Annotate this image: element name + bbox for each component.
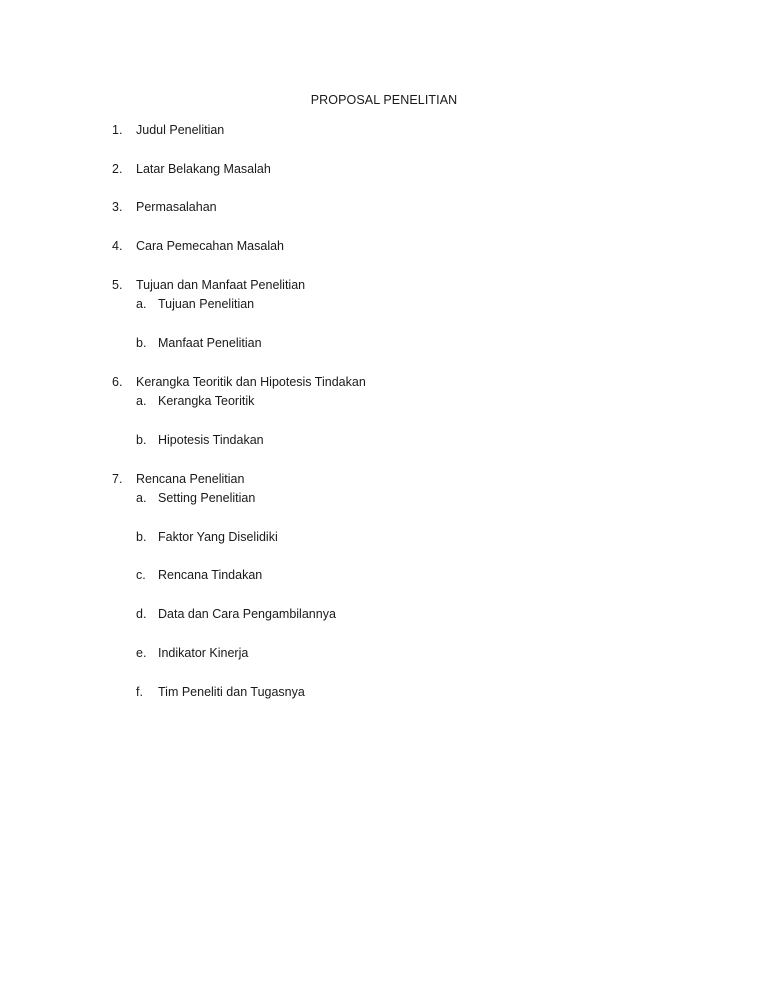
item-text: Cara Pemecahan Masalah xyxy=(136,239,284,253)
subitem-letter: c. xyxy=(136,568,146,582)
subitem-text: Kerangka Teoritik xyxy=(158,394,255,408)
subitem-text: Rencana Tindakan xyxy=(158,568,263,582)
item-number: 6. xyxy=(112,375,123,389)
subitem-letter: b. xyxy=(136,433,147,447)
item-number: 5. xyxy=(112,278,123,292)
item-text: Tujuan dan Manfaat Penelitian xyxy=(136,278,306,292)
subitem-letter: a. xyxy=(136,491,147,505)
item-text: Judul Penelitian xyxy=(136,123,225,137)
item-number: 2. xyxy=(112,162,123,176)
subitem-letter: b. xyxy=(136,336,147,350)
page-title: PROPOSAL PENELITIAN xyxy=(310,93,458,107)
subitem-letter: e. xyxy=(136,646,147,660)
subitem-text: Hipotesis Tindakan xyxy=(158,433,264,447)
item-text: Rencana Penelitian xyxy=(136,472,245,486)
item-number: 4. xyxy=(112,239,123,253)
subitem-text: Tim Peneliti dan Tugasnya xyxy=(158,685,305,699)
item-text: Kerangka Teoritik dan Hipotesis Tindakan xyxy=(136,375,366,389)
subitem-text: Indikator Kinerja xyxy=(158,646,249,660)
subitem-letter: f. xyxy=(136,685,143,699)
item-number: 7. xyxy=(112,472,123,486)
item-text: Permasalahan xyxy=(136,200,217,214)
item-text: Latar Belakang Masalah xyxy=(136,162,271,176)
subitem-letter: d. xyxy=(136,607,147,621)
subitem-text: Setting Penelitian xyxy=(158,491,256,505)
subitem-letter: b. xyxy=(136,530,147,544)
subitem-letter: a. xyxy=(136,394,147,408)
item-number: 1. xyxy=(112,123,123,137)
subitem-letter: a. xyxy=(136,297,147,311)
subitem-text: Manfaat Penelitian xyxy=(158,336,262,350)
subitem-text: Faktor Yang Diselidiki xyxy=(158,530,278,544)
subitem-text: Tujuan Penelitian xyxy=(158,297,255,311)
item-number: 3. xyxy=(112,200,123,214)
subitem-text: Data dan Cara Pengambilannya xyxy=(158,607,336,621)
